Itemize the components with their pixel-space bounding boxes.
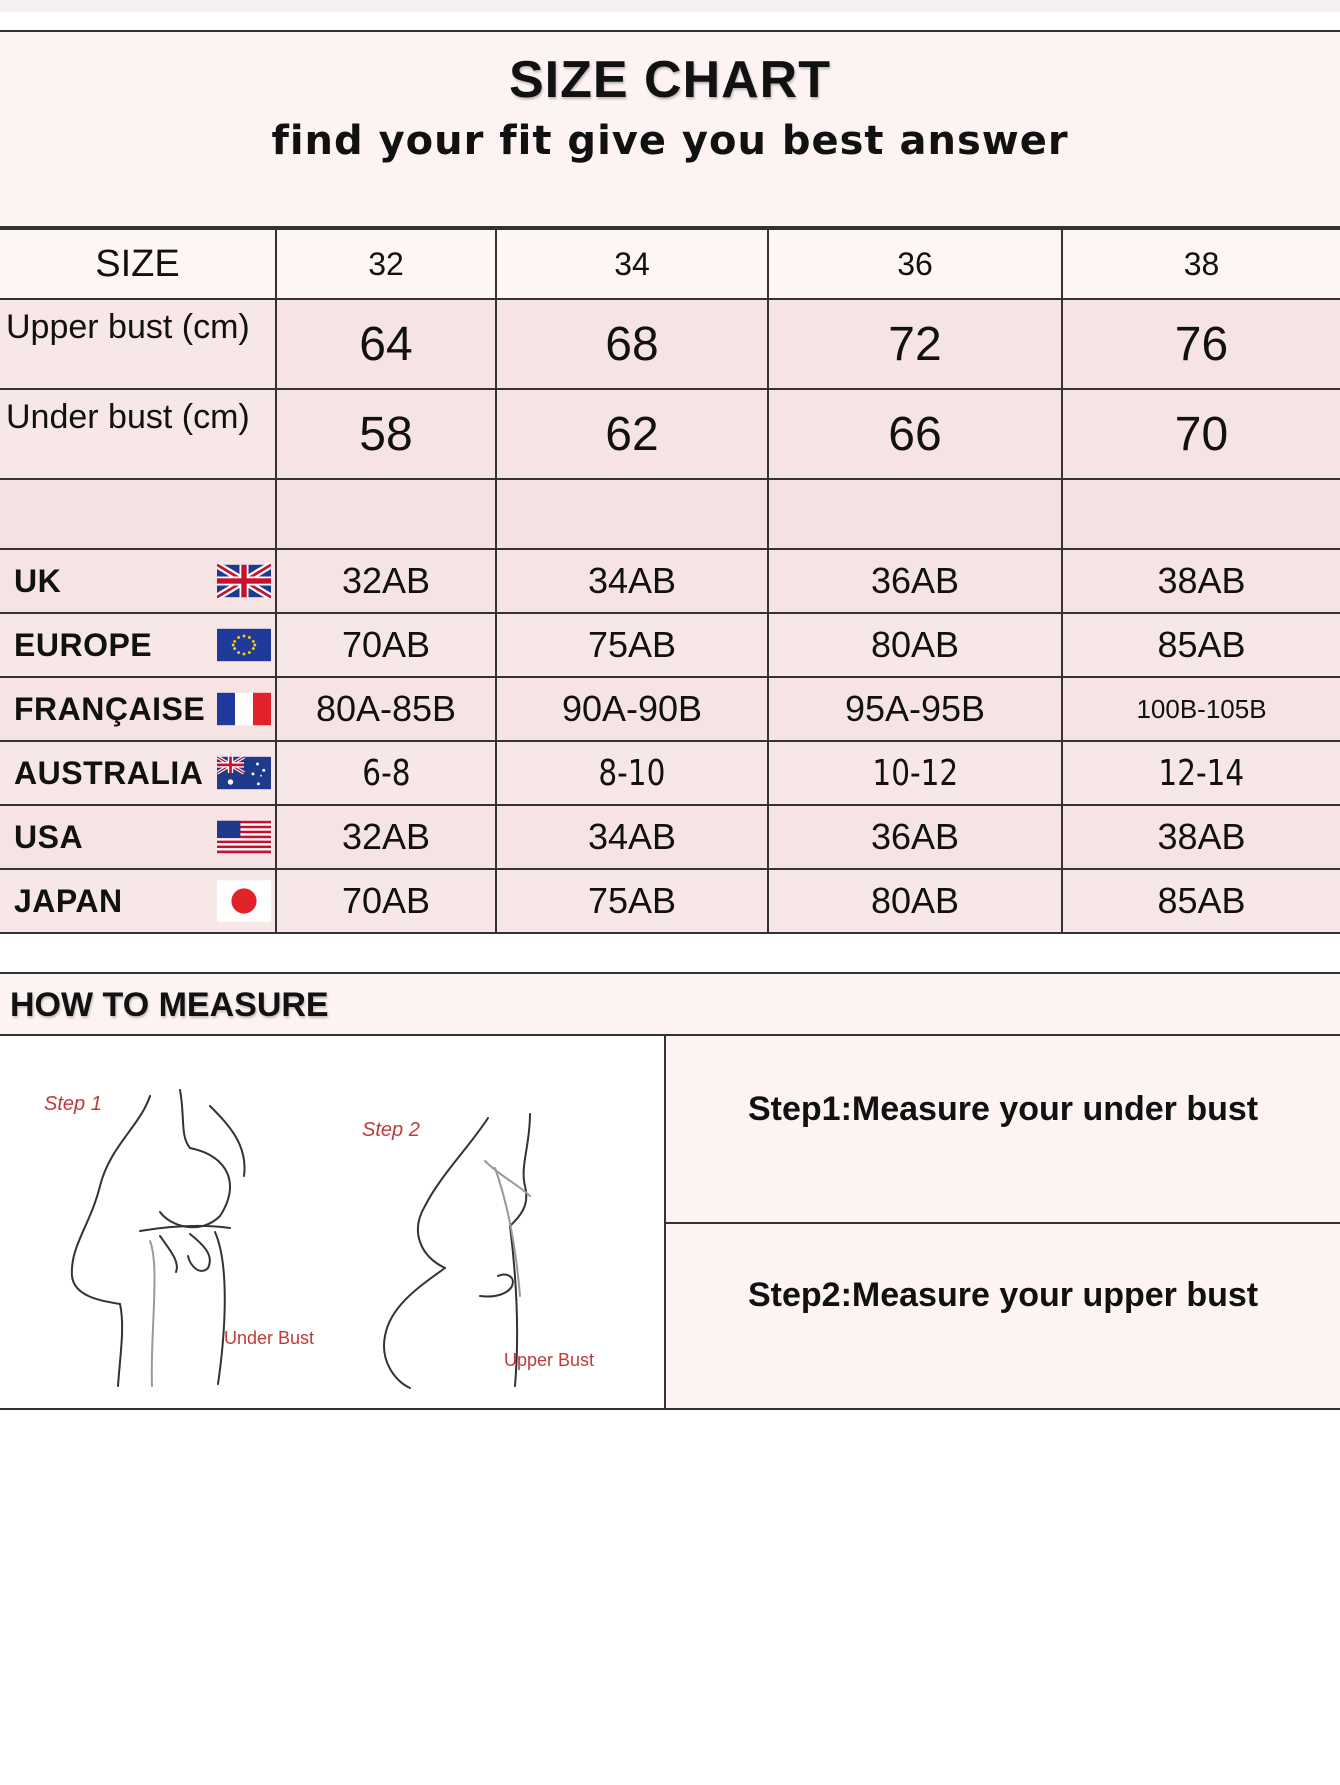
- japan-flag-icon: [217, 878, 271, 924]
- region-value-cell: 80AB: [768, 869, 1062, 933]
- region-value-cell: 85AB: [1062, 869, 1340, 933]
- france-flag-icon: [217, 691, 271, 727]
- region-value-cell: 38AB: [1062, 805, 1340, 869]
- region-value-cell: 100B-105B: [1062, 677, 1340, 741]
- region-label-cell: [0, 805, 276, 869]
- region-row-uk: [0, 549, 1340, 613]
- eu-flag-icon: [217, 627, 271, 663]
- upper-bust-cell: 76: [1062, 299, 1340, 389]
- region-name: AUSTRALIA: [14, 754, 204, 791]
- upper-bust-cell: 68: [496, 299, 768, 389]
- region-value-cell: 32AB: [276, 549, 496, 613]
- region-value-cell: 95A-95B: [768, 677, 1062, 741]
- step2-instruction: Step2:Measure your upper bust: [748, 1276, 1259, 1314]
- region-value-cell: 90A-90B: [496, 677, 768, 741]
- region-label-cell: [0, 549, 276, 613]
- region-value-cell: 80AB: [768, 613, 1062, 677]
- upper-bust-label: Upper bust (cm): [0, 299, 276, 389]
- australia-flag-icon: [217, 755, 271, 791]
- spacer-cell: [0, 479, 276, 549]
- region-value-text: 12-14: [1158, 753, 1245, 794]
- page-subtitle: find your fit give you best answer: [271, 118, 1069, 164]
- region-name: EUROPE: [14, 626, 153, 663]
- region-value-cell: [496, 741, 768, 805]
- region-name: JAPAN: [14, 882, 123, 919]
- spacer-cell: [1062, 479, 1340, 549]
- region-value-cell: 38AB: [1062, 549, 1340, 613]
- under-bust-cell: 66: [768, 389, 1062, 479]
- region-row-japan: [0, 869, 1340, 933]
- spacer-cell: [496, 479, 768, 549]
- uk-flag-icon: [217, 563, 271, 599]
- measuring-figure-image: [0, 1036, 664, 1408]
- measure-illustration: [0, 1036, 666, 1410]
- upper-bust-row: [0, 299, 1340, 389]
- region-value-cell: 75AB: [496, 613, 768, 677]
- region-value-cell: 34AB: [496, 549, 768, 613]
- spacer-row: [0, 479, 1340, 549]
- size-header-cell: 34: [496, 229, 768, 299]
- region-value-cell: 36AB: [768, 549, 1062, 613]
- size-chart-header: [0, 30, 1340, 228]
- region-row-europe: [0, 613, 1340, 677]
- region-label-cell: [0, 613, 276, 677]
- figure-step1-label: Step 1: [44, 1093, 102, 1115]
- region-label-cell: [0, 677, 276, 741]
- region-value-cell: 36AB: [768, 805, 1062, 869]
- region-value-cell: 32AB: [276, 805, 496, 869]
- how-to-measure-header: [0, 972, 1340, 1036]
- step1-box: [666, 1036, 1340, 1224]
- region-value-cell: [276, 741, 496, 805]
- size-header-cell: 38: [1062, 229, 1340, 299]
- under-bust-cell: 70: [1062, 389, 1340, 479]
- region-value-text: 6-8: [361, 753, 411, 794]
- region-value-text: 8-10: [598, 753, 666, 794]
- region-value-cell: 75AB: [496, 869, 768, 933]
- under-bust-cell: 58: [276, 389, 496, 479]
- figure-under-bust-label: Under Bust: [224, 1328, 315, 1348]
- upper-bust-cell: 72: [768, 299, 1062, 389]
- under-bust-row: [0, 389, 1340, 479]
- usa-flag-icon: [217, 819, 271, 855]
- region-name: USA: [14, 818, 84, 855]
- region-value-cell: [1062, 741, 1340, 805]
- size-table: [0, 228, 1340, 934]
- region-row-france: [0, 677, 1340, 741]
- size-header-label: SIZE: [0, 229, 276, 299]
- step2-box: [666, 1224, 1340, 1410]
- spacer-cell: [768, 479, 1062, 549]
- region-name: FRANÇAISE: [14, 690, 206, 727]
- region-value-cell: 80A-85B: [276, 677, 496, 741]
- region-value-cell: [768, 741, 1062, 805]
- section-title: HOW TO MEASURE: [10, 986, 329, 1024]
- region-name: UK: [14, 562, 62, 599]
- under-bust-cell: 62: [496, 389, 768, 479]
- region-value-cell: 34AB: [496, 805, 768, 869]
- region-row-usa: [0, 805, 1340, 869]
- spacer-cell: [276, 479, 496, 549]
- region-value-cell: 70AB: [276, 613, 496, 677]
- under-bust-label: Under bust (cm): [0, 389, 276, 479]
- upper-bust-cell: 64: [276, 299, 496, 389]
- size-header-cell: 36: [768, 229, 1062, 299]
- region-row-australia: [0, 741, 1340, 805]
- size-header-cell: 32: [276, 229, 496, 299]
- page-title: SIZE CHART: [509, 51, 831, 109]
- top-strip: [0, 0, 1340, 12]
- step1-instruction: Step1:Measure your under bust: [748, 1090, 1259, 1128]
- region-value-text: 10-12: [872, 753, 958, 794]
- size-header-row: [0, 229, 1340, 299]
- figure-upper-bust-label: Upper Bust: [504, 1350, 595, 1370]
- region-value-cell: 70AB: [276, 869, 496, 933]
- region-value-cell: 85AB: [1062, 613, 1340, 677]
- region-label-cell: [0, 741, 276, 805]
- figure-step2-label: Step 2: [362, 1119, 420, 1141]
- region-label-cell: [0, 869, 276, 933]
